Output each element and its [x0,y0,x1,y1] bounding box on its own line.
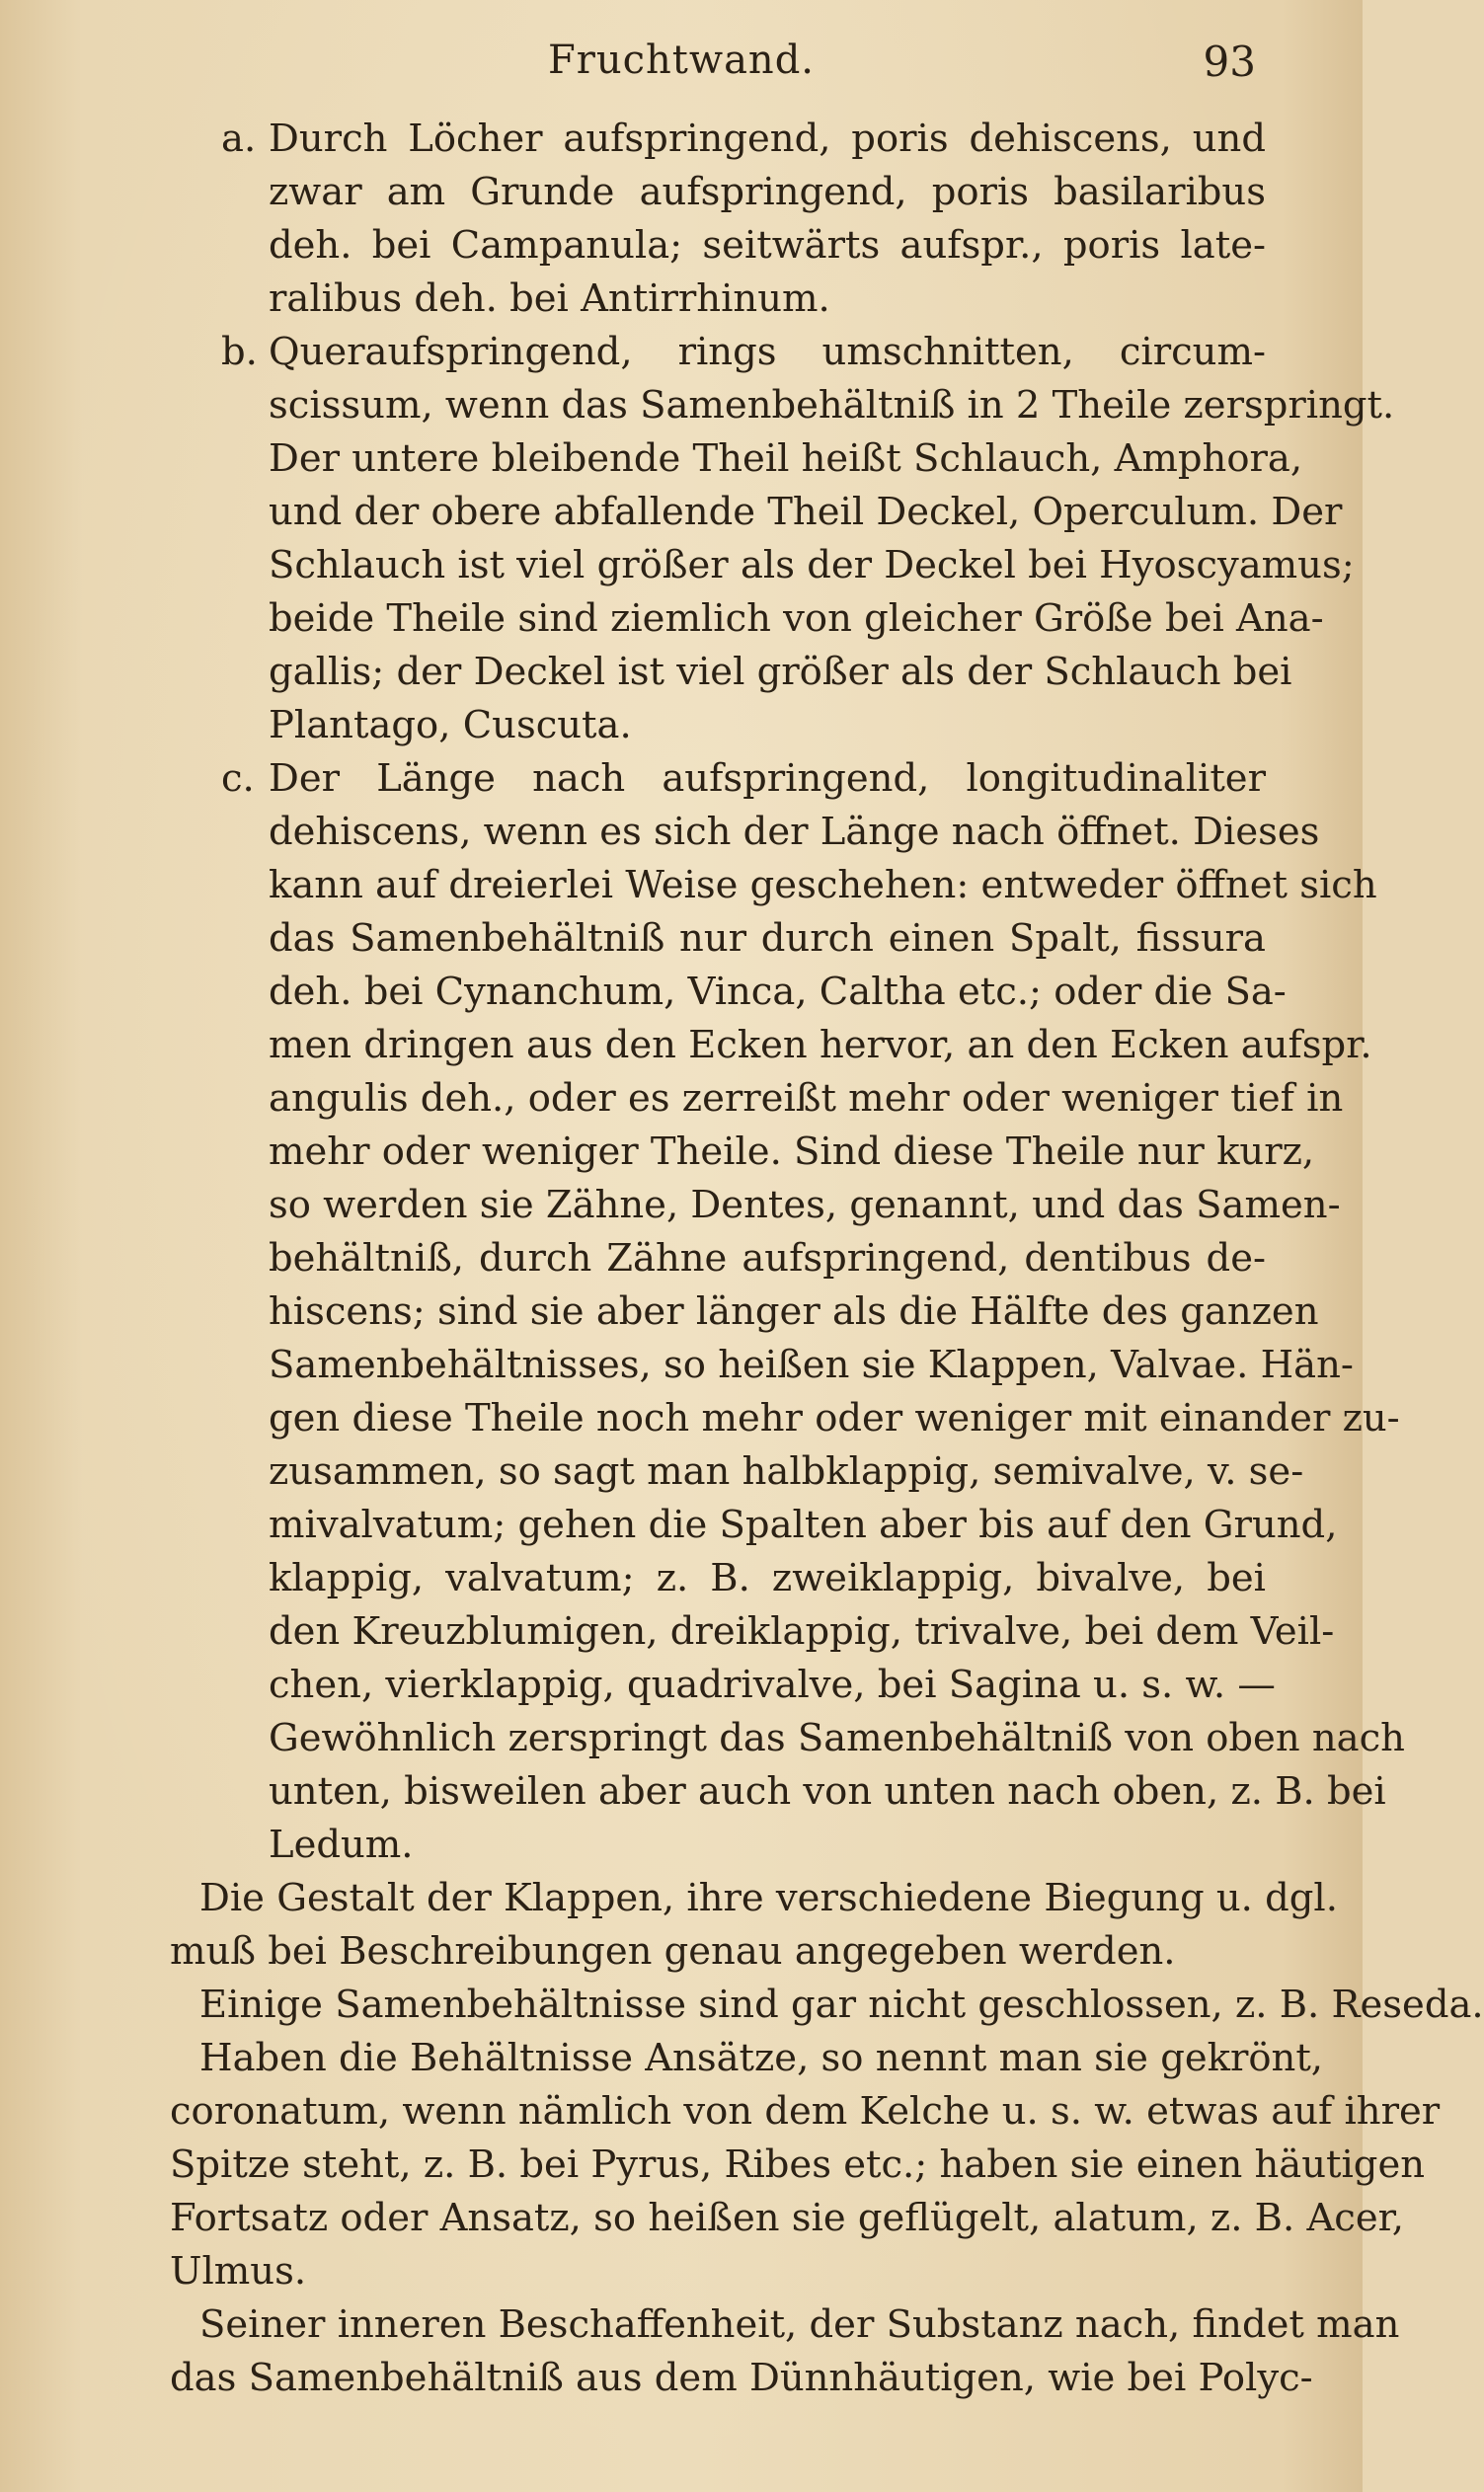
text-line: Schlauch ist viel größer als der Deckel bei Hyoscyamus; [269,543,1355,587]
text-line: mivalvatum; gehen die Spalten aber bis auf den Grund, [269,1503,1338,1547]
text-line: ralibus deh. bei Antirrhinum. [269,276,830,321]
body-text [170,113,1484,2405]
text-line: beide Theile sind ziemlich von gleicher Größe bei Ana- [269,596,1324,641]
text-line: deh. bei Campanula; seitwärts aufspr., poris late- [269,223,1266,268]
item-label: c. [221,756,255,801]
text-line: Die Gestalt der Klappen, ihre verschiedene Biegung u. dgl. [199,1876,1338,1920]
text-line: Fortsatz oder Ansatz, so heißen sie geflügelt, alatum, z. B. Acer, [170,2196,1405,2240]
text-line: behältniß, durch Zähne aufspringend, dentibus de- [269,1236,1266,1281]
text-line: zwar am Grunde aufspringend, poris basilaribus [269,170,1266,214]
paragraph [170,2032,1441,2298]
text-line: kann auf dreierlei Weise geschehen: entweder öffnet sich [269,863,1377,907]
text-line: das Samenbehältniß nur durch einen Spalt, fissura [269,916,1266,961]
text-line: muß bei Beschreibungen genau angegeben werden. [170,1929,1176,1974]
paragraph [170,2298,1400,2405]
list-item-c [221,752,1405,1872]
text-line: Haben die Behältnisse Ansätze, so nennt man sie gekrönt, [199,2036,1324,2080]
text-line: das Samenbehältniß aus dem Dünnhäutigen, wie bei Polyc- [170,2356,1313,2400]
paragraph [170,1872,1338,1979]
text-line: hiscens; sind sie aber länger als die Hälfte des ganzen [269,1289,1319,1334]
text-line: Ulmus. [170,2249,307,2294]
text-line: klappig, valvatum; z. B. zweiklappig, bivalve, bei [269,1556,1266,1600]
text-line: zusammen, so sagt man halbklappig, semivalve, v. se- [269,1449,1304,1494]
item-label: a. [221,117,257,161]
text-line: Ledum. [269,1823,414,1867]
text-line: Einige Samenbehältnisse sind gar nicht geschlossen, z. B. Reseda. [199,1983,1484,2027]
text-line: Queraufspringend, rings umschnitten, circum- [269,330,1266,374]
running-title: Fruchtwand. [547,38,816,83]
text-line: Seiner inneren Beschaffenheit, der Substanz nach, findet man [199,2302,1400,2347]
text-line: und der obere abfallende Theil Deckel, Operculum. Der [269,490,1343,534]
text-line: gallis; der Deckel ist viel größer als der Schlauch bei [269,650,1292,694]
text-line: so werden sie Zähne, Dentes, genannt, und das Samen- [269,1183,1341,1227]
list-item-a [221,113,1266,326]
text-line: Samenbehältnisses, so heißen sie Klappen, Valvae. Hän- [269,1343,1354,1387]
item-label: b. [221,330,258,374]
text-line: men dringen aus den Ecken hervor, an den Ecken aufspr. [269,1023,1372,1067]
paragraph [199,1979,1484,2032]
text-line: dehiscens, wenn es sich der Länge nach öffnet. Dieses [269,810,1320,854]
text-line: den Kreuzblumigen, dreiklappig, trivalve, bei dem Veil- [269,1609,1335,1654]
text-line: Plantago, Cuscuta. [269,703,632,747]
text-line: deh. bei Cynanchum, Vinca, Caltha etc.; oder die Sa- [269,970,1287,1014]
text-line: mehr oder weniger Theile. Sind diese Theile nur kurz, [269,1129,1315,1174]
text-line: Der untere bleibende Theil heißt Schlauch, Amphora, [269,436,1303,481]
text-line: coronatum, wenn nämlich von dem Kelche u. s. w. etwas auf ihrer [170,2089,1441,2134]
text-line: angulis deh., oder es zerreißt mehr oder weniger tief in [269,1076,1344,1121]
text-line: unten, bisweilen aber auch von unten nach oben, z. B. bei [269,1769,1386,1814]
text-line: Spitze steht, z. B. bei Pyrus, Ribes etc.; haben sie einen häutigen [170,2142,1426,2187]
text-line: gen diese Theile noch mehr oder weniger mit einander zu- [269,1396,1400,1441]
text-line: Der Länge nach aufspringend, longitudinaliter [269,756,1266,801]
page-number: 93 [1203,38,1256,86]
text-line: Gewöhnlich zerspringt das Samenbehältniß von oben nach [269,1716,1405,1760]
text-line: chen, vierklappig, quadrivalve, bei Sagina u. s. w. — [269,1663,1276,1707]
list-item-b [221,326,1395,752]
text-line: Durch Löcher aufspringend, poris dehiscens, und [269,117,1266,161]
text-line: scissum, wenn das Samenbehältniß in 2 Theile zerspringt. [269,383,1395,428]
